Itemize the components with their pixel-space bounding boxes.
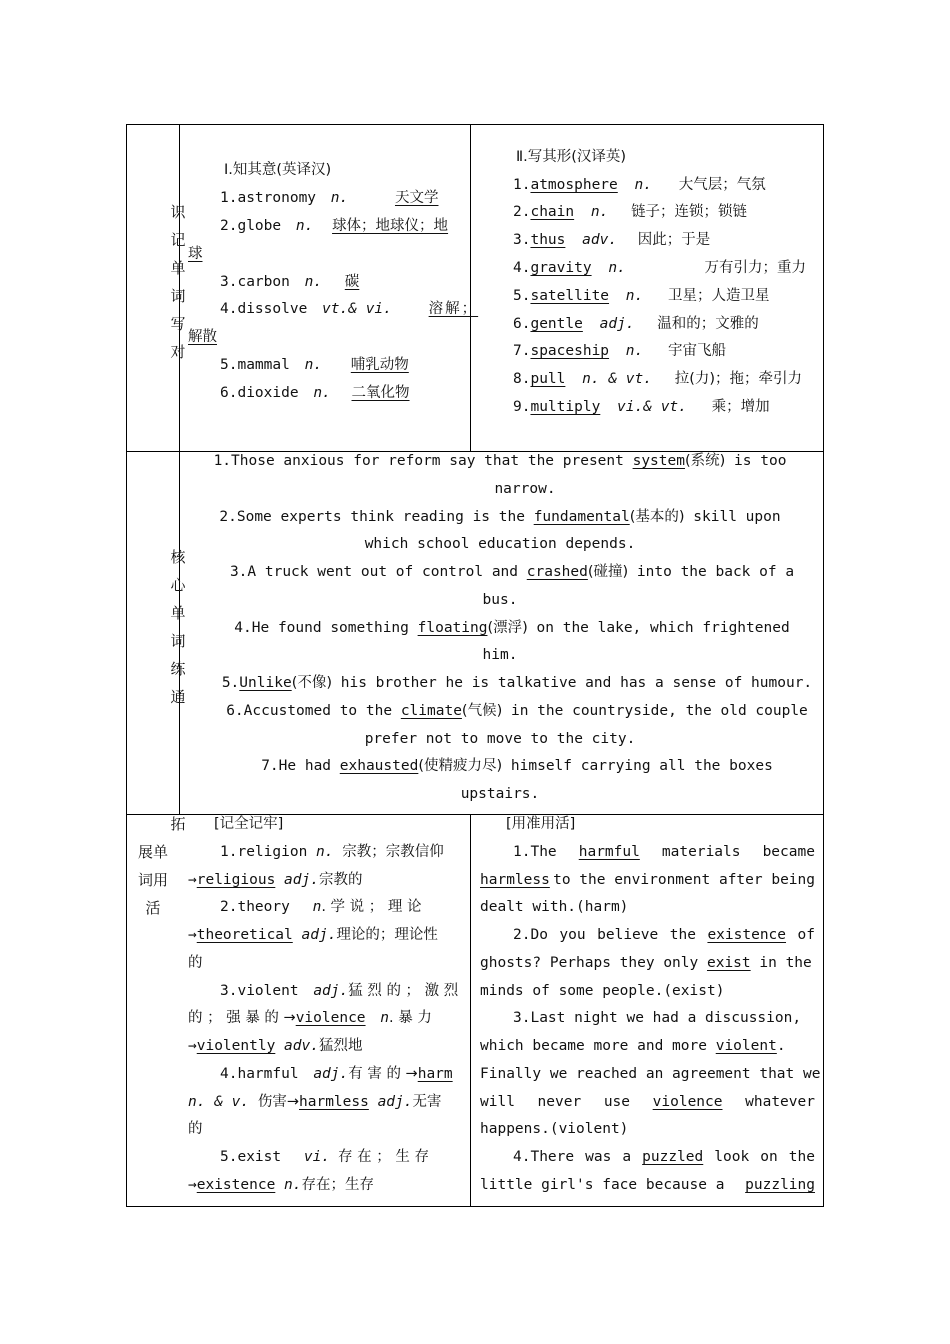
practice-sentence-4: 4.He found something floating(漂浮) on the lake, which frightened	[234, 620, 790, 636]
usage-line-4: 2.Do you believe the existence of	[513, 927, 815, 943]
vocab-item-astronomy: 1.astronomy n. 天文学	[220, 190, 439, 206]
write-item-chain: 2.chain n. 链子；连锁；锁链	[513, 204, 748, 220]
row1-middle-border	[470, 124, 471, 451]
usage-line-12: 4.There was a puzzled look on the	[513, 1149, 815, 1165]
extend-item-violent-ans: 的 ； 强 暴 的 →violence n. 暴 力	[188, 1010, 432, 1026]
vocab-item-globe-cont: 球	[188, 246, 203, 262]
extend-item-harmful-tail: 的	[188, 1121, 203, 1137]
row2-section-label: 核 心 单 词 练 通	[170, 548, 186, 706]
usage-line-11: happens.(violent)	[480, 1121, 629, 1137]
practice-sentence-3-cont: bus.	[482, 592, 518, 608]
extend-item-exist-ans: →existence n.存在；生存	[188, 1177, 375, 1193]
row1-section-label: 识 记 单 词 写 对	[170, 203, 186, 361]
table-right-border	[823, 124, 824, 1206]
usage-line-10: will never use violence whatever	[480, 1094, 815, 1110]
write-item-multiply: 9.multiply vi.& vt. 乘；增加	[513, 399, 770, 415]
extend-item-theory: 2.theory n. 学 说 ； 理 论	[220, 899, 422, 915]
row3-section-label: 展单 词用 活	[137, 843, 168, 917]
practice-sentence-7: 7.He had exhausted(使精疲力尽) himself carrying all the boxes	[261, 758, 773, 774]
usage-line-1: 1.The harmful materials became	[513, 844, 815, 860]
vocab-item-dioxide: 6.dioxide n. 二氧化物	[220, 385, 410, 401]
row1-right-heading: Ⅱ.写其形(汉译英)	[516, 149, 627, 165]
write-item-thus: 3.thus adv. 因此；于是	[513, 232, 711, 248]
practice-sentence-1: 1.Those anxious for reform say that the present system(系统) is too	[213, 453, 787, 469]
usage-line-8: which became more and more violent.	[480, 1038, 786, 1054]
usage-line-6: minds of some people.(exist)	[480, 983, 725, 999]
usage-line-2: harmless to the environment after being	[480, 872, 815, 888]
extend-item-harmful-ans: n. & v. 伤害→harmless adj.无害	[188, 1094, 442, 1110]
row3-middle-border	[470, 814, 471, 1206]
row1-left-heading: Ⅰ.知其意(英译汉)	[224, 162, 332, 178]
vocab-item-globe: 2.globe n. 球体；地球仪；地	[220, 218, 449, 234]
practice-sentence-6-cont: prefer not to move to the city.	[364, 731, 636, 747]
write-item-gravity: 4.gravity n. 万有引力；重力	[513, 260, 807, 276]
usage-line-9: Finally we reached an agreement that we	[480, 1066, 821, 1082]
extend-item-religion: 1.religion n. 宗教；宗教信仰	[220, 844, 444, 860]
vocab-item-carbon: 3.carbon n. 碳	[220, 274, 360, 290]
practice-sentence-1-cont: narrow.	[494, 481, 556, 497]
usage-line-7: 3.Last night we had a discussion,	[513, 1010, 802, 1026]
extend-item-theory-tail: 的	[188, 955, 203, 971]
row3-right-heading: [用准用活]	[506, 816, 576, 832]
row3-section-label-top: 拓	[170, 815, 186, 833]
table-bottom-border	[126, 1206, 824, 1207]
practice-sentence-7-cont: upstairs.	[460, 786, 540, 802]
vocab-item-dissolve: 4.dissolve vt.& vi. 溶解；	[220, 301, 479, 317]
write-item-atmosphere: 1.atmosphere n. 大气层；气氛	[513, 177, 766, 193]
practice-sentence-2: 2.Some experts think reading is the fundamental(基本的) skill upon	[219, 509, 781, 525]
extend-item-religion-ans: →religious adj.宗教的	[188, 872, 363, 888]
extend-item-violent-ans2: →violently adv.猛烈地	[188, 1038, 363, 1054]
write-item-pull: 8.pull n. & vt. 拉(力)；拖；牵引力	[513, 371, 803, 387]
practice-sentence-2-cont: which school education depends.	[364, 536, 636, 552]
vocab-item-dissolve-cont: 解散	[188, 329, 217, 345]
usage-line-5: ghosts? Perhaps they only exist in the	[480, 955, 812, 971]
practice-sentence-3: 3.A truck went out of control and crashed(碰撞) into the back of a	[229, 564, 795, 580]
row3-left-heading: [记全记牢]	[214, 816, 284, 832]
vocab-item-mammal: 5.mammal n. 哺乳动物	[220, 357, 409, 373]
practice-sentence-4-cont: him.	[482, 647, 518, 663]
write-item-gentle: 6.gentle adj. 温和的；文雅的	[513, 316, 759, 332]
write-item-satellite: 5.satellite n. 卫星；人造卫星	[513, 288, 770, 304]
usage-line-3: dealt with.(harm)	[480, 899, 629, 915]
practice-sentence-5: 5.Unlike(不像) his brother he is talkative and has a sense of humour.	[221, 675, 813, 691]
extend-item-violent: 3.violent adj.猛 烈 的 ； 激 烈	[220, 983, 459, 999]
usage-line-13: little girl's face because a puzzling	[480, 1177, 815, 1193]
extend-item-harmful: 4.harmful adj.有 害 的 →harm	[220, 1066, 453, 1082]
write-item-spaceship: 7.spaceship n. 宇宙飞船	[513, 343, 726, 359]
practice-sentence-6: 6.Accustomed to the climate(气候) in the countryside, the old couple	[226, 703, 808, 719]
extend-item-theory-ans: →theoretical adj.理论的；理论性	[188, 927, 438, 943]
table-top-border	[126, 124, 824, 125]
extend-item-exist: 5.exist vi. 存 在 ； 生 存	[220, 1149, 429, 1165]
table-left-border	[126, 124, 127, 1206]
